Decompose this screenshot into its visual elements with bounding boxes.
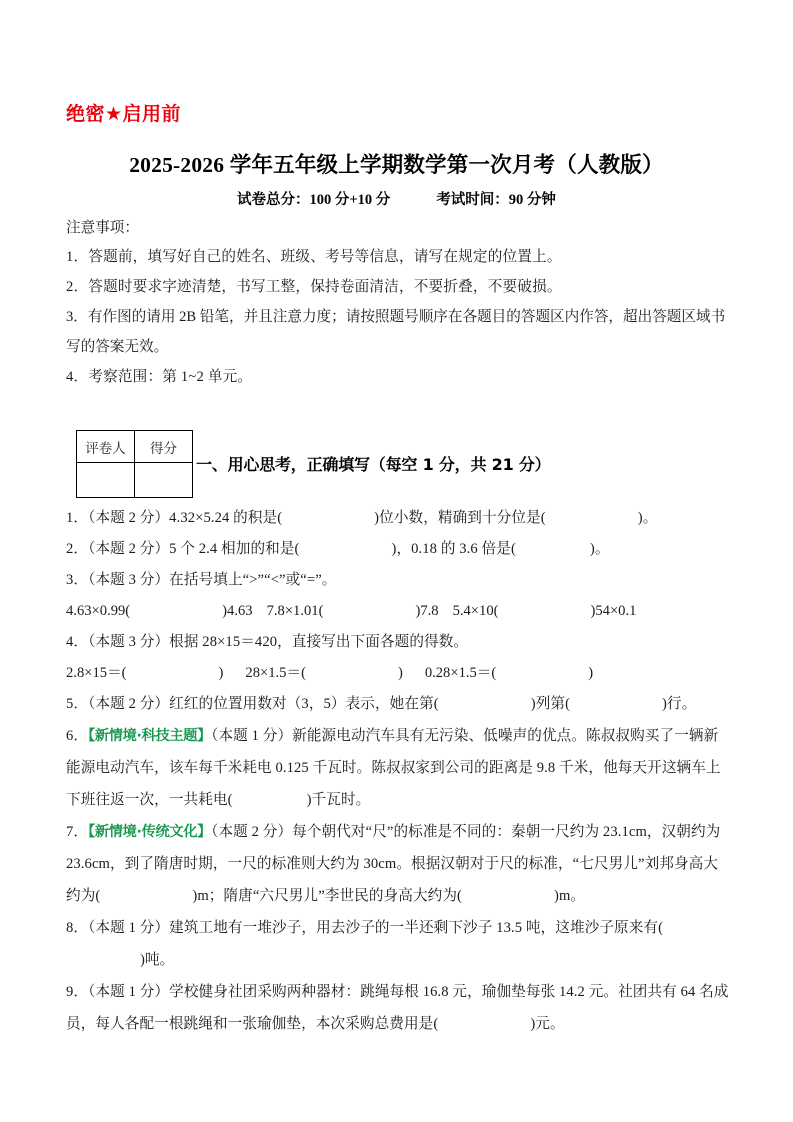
question-6-text-a: 新能源电动汽车具有无污染、低噪声的优点。陈叔叔购买了一辆新能源电动汽车，该车每千米耗电 0.125 千瓦时。陈叔叔家到公司的距离是 9.8 千米，他每天开这辆车上下班往返一次，一共耗电( <box>66 728 721 808</box>
grader-value-cell[interactable] <box>77 463 135 498</box>
table-row-values <box>77 463 193 498</box>
question-3 <box>66 565 732 596</box>
question-1-points: （本题 2 分） <box>88 510 170 526</box>
question-4-subpart-3-right: ) <box>588 665 594 681</box>
table-row-headers <box>77 431 193 463</box>
question-4 <box>66 627 732 658</box>
question-7-text-c: )m。 <box>554 888 586 904</box>
question-2-text-c: )。 <box>589 541 610 557</box>
question-4-subpart-1 <box>66 665 223 681</box>
question-9-text-c: )元。 <box>530 1016 565 1032</box>
question-9-number: 9． <box>66 984 89 1000</box>
question-9-points: （本题 1 分） <box>88 984 170 1000</box>
question-4-number: 4． <box>66 634 89 650</box>
page-title: 2025-2026 学年五年级上学期数学第一次月考（人教版） <box>129 153 664 177</box>
question-4-subpart-3-left: 0.28×1.5＝( <box>424 665 497 681</box>
notice-item-4: 4．考察范围：第 1~2 单元。 <box>66 369 253 385</box>
question-3-subpart-2-right: )7.8 <box>415 603 439 619</box>
question-4-text-a: 根据 28×15＝420，直接写出下面各题的得数。 <box>169 634 469 650</box>
question-4-subpart-2-left: 28×1.5＝( <box>245 665 306 681</box>
question-6 <box>66 720 732 816</box>
question-8-number: 8． <box>66 920 89 936</box>
question-6-number: 6． <box>66 728 89 744</box>
question-5 <box>66 689 732 720</box>
question-1 <box>66 503 732 534</box>
question-3-subpart-3-left: 5.4×10( <box>452 603 499 619</box>
question-4-subparts <box>66 658 732 689</box>
notices-block <box>66 214 731 392</box>
question-3-number: 3． <box>66 572 89 588</box>
question-8-text-a: 建筑工地有一堆沙子，用去沙子的一半还剩下沙子 13.5 吨，这堆沙子原来有( <box>169 920 664 936</box>
question-5-text-a: 红红的位置用数对（3，5）表示，她在第( <box>169 696 439 712</box>
grader-score-table <box>76 430 193 498</box>
question-3-subparts <box>66 596 732 627</box>
section-heading-fill-in-blanks: 一、用心思考，正确填写（每空 1 分，共 21 分） <box>196 455 551 474</box>
question-1-text-b: )位小数，精确到十分位是( <box>374 510 546 526</box>
question-7-text-b: )m；隋唐“六尺男儿”李世民的身高大约为( <box>192 888 462 904</box>
score-value-cell[interactable] <box>135 463 193 498</box>
notices-heading: 注意事项： <box>66 220 139 236</box>
question-4-subpart-1-left: 2.8×15＝( <box>66 665 127 681</box>
exam-meta-line <box>0 188 793 209</box>
question-5-number: 5． <box>66 696 89 712</box>
question-6-scenario-tag: 【新情境·科技主题】 <box>88 728 212 744</box>
question-3-subpart-1-right: )4.63 <box>222 603 253 619</box>
notice-item-3: 3．有作图的请用 2B 铅笔，并且注意力度；请按照题号顺序在各题目的答题区内作答，超出答题区域书写的答案无效。 <box>66 309 726 355</box>
question-3-points: （本题 3 分） <box>88 572 170 588</box>
question-8 <box>66 912 732 976</box>
question-7-number: 7． <box>66 824 89 840</box>
score-column-header: 得分 <box>135 431 193 463</box>
total-score-label: 试卷总分：100 分+10 分 <box>237 192 391 208</box>
question-8-text-c: )吨。 <box>140 952 175 968</box>
question-6-text-c: )千瓦时。 <box>306 792 371 808</box>
question-7-points: （本题 2 分） <box>211 824 293 840</box>
question-5-text-c: )行。 <box>662 696 697 712</box>
questions-list <box>66 503 732 1040</box>
question-3-text-a: 在括号填上“>”“<”或“=”。 <box>169 572 337 588</box>
question-1-text-a: 4.32×5.24 的积是( <box>169 510 283 526</box>
question-4-subpart-2 <box>245 665 402 681</box>
question-4-subpart-2-right: ) <box>397 665 403 681</box>
question-9-text-a: 学校健身社团采购两种器材：跳绳每根 16.8 元，瑜伽垫每张 14.2 元。社团共有 64 名成员，每人各配一根跳绳和一张瑜伽垫，本次采购总费用是( <box>66 984 729 1032</box>
question-2 <box>66 534 732 565</box>
question-2-text-b: )，0.18 的 3.6 倍是( <box>391 541 516 557</box>
question-3-subpart-3-right: )54×0.1 <box>590 603 637 619</box>
question-3-subpart-2 <box>267 603 439 619</box>
question-3-subpart-1 <box>66 603 253 619</box>
question-4-subpart-1-right: ) <box>218 665 224 681</box>
question-9 <box>66 976 732 1040</box>
question-4-subpart-3 <box>425 665 593 681</box>
question-7-scenario-tag: 【新情境·传统文化】 <box>88 824 212 840</box>
notice-item-1: 1．答题前，填写好自己的姓名、班级、考号等信息，请写在规定的位置上。 <box>66 249 562 265</box>
grader-column-header: 评卷人 <box>77 431 135 463</box>
question-5-text-b: )列第( <box>530 696 571 712</box>
question-6-points: （本题 1 分） <box>211 728 293 744</box>
secret-notice-label: 绝密★启用前 <box>66 103 182 125</box>
exam-duration-label: 考试时间：90 分钟 <box>436 192 556 208</box>
question-7-text-a: 每个朝代对“尺”的标准是不同的：秦朝一尺约为 23.1cm，汉朝约为 23.6cm，到了隋唐时期，一尺的标准则大约为 30cm。根据汉朝对于尺的标准，“七尺男儿”刘邦身高大约为( <box>66 824 721 904</box>
notice-item-2: 2．答题时要求字迹清楚，书写工整，保持卷面清洁，不要折叠，不要破损。 <box>66 279 562 295</box>
question-1-text-c: )。 <box>637 510 658 526</box>
question-5-points: （本题 2 分） <box>88 696 170 712</box>
question-8-points: （本题 1 分） <box>88 920 170 936</box>
question-3-subpart-2-left: 7.8×1.01( <box>266 603 324 619</box>
question-7 <box>66 816 732 912</box>
question-2-number: 2． <box>66 541 89 557</box>
question-2-text-a: 5 个 2.4 相加的和是( <box>169 541 300 557</box>
question-3-subpart-1-left: 4.63×0.99( <box>66 603 131 619</box>
question-4-points: （本题 3 分） <box>88 634 170 650</box>
question-1-number: 1． <box>66 510 89 526</box>
question-2-points: （本题 2 分） <box>88 541 170 557</box>
question-3-subpart-3 <box>453 603 637 619</box>
